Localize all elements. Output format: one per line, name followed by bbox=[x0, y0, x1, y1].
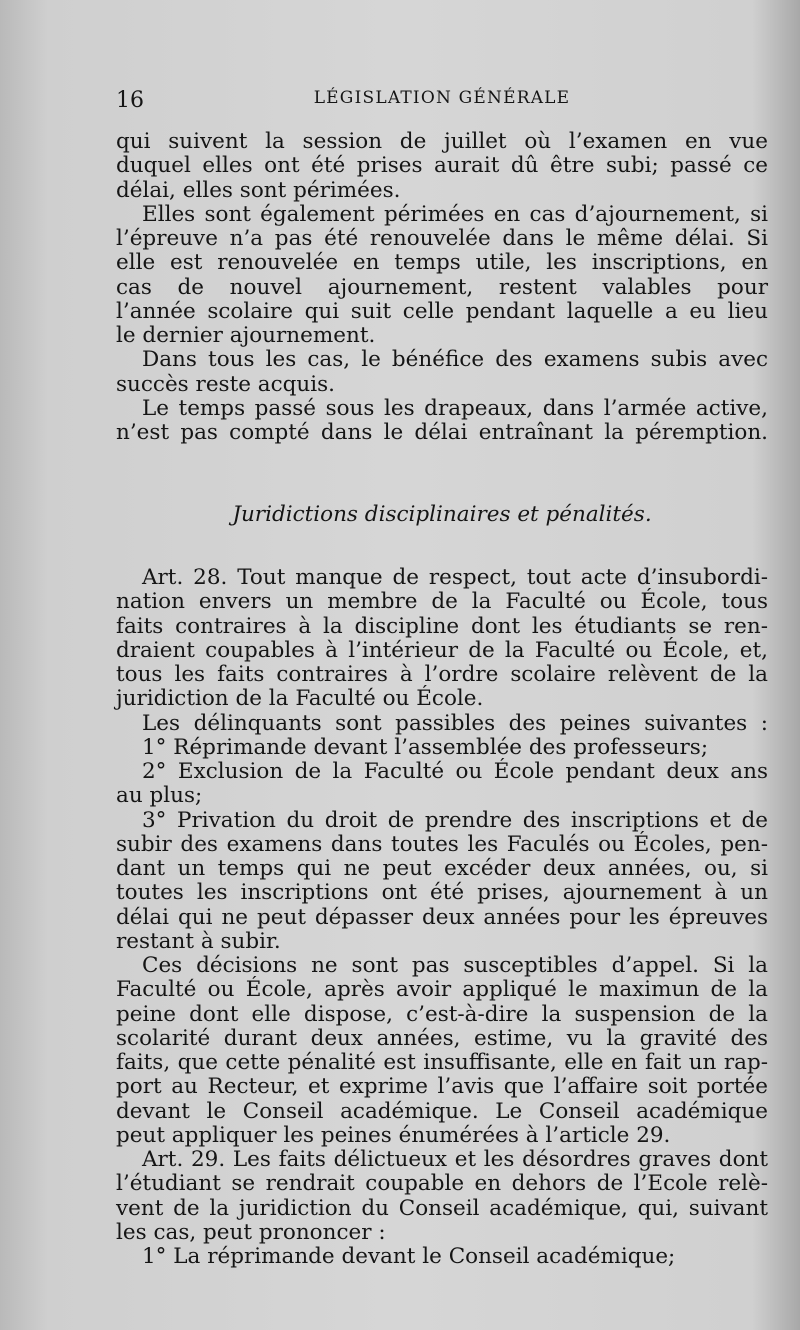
text-line: n’est pas compté dans le délai entraînant la péremption. bbox=[116, 420, 768, 445]
text-line: Ces décisions ne sont pas susceptibles d’appel. Si la bbox=[142, 953, 768, 978]
text-line: le dernier ajournement. bbox=[116, 323, 376, 348]
text-block-juridictions bbox=[116, 566, 768, 1269]
text-line: toutes les inscriptions ont été prises, ajournement à un bbox=[116, 880, 768, 906]
text-line: l’épreuve n’a pas été renouvelée dans le même délai. Si bbox=[116, 226, 768, 251]
text-line: succès reste acquis. bbox=[116, 371, 335, 397]
text-line: Faculté ou École, après avoir appliqué le maximun de la bbox=[116, 977, 768, 1003]
text-line: scolarité durant deux années, estime, vu la gravité des bbox=[116, 1025, 768, 1051]
text-line: juridiction de la Faculté ou École. bbox=[116, 686, 484, 712]
text-line: l’étudiant se rendrait coupable en dehors de l’Ecole relè- bbox=[116, 1171, 768, 1197]
text-block-peremption bbox=[116, 130, 768, 445]
text-line: duquel elles ont été prises aurait dû être subi; passé ce bbox=[116, 153, 768, 179]
text-line: cas de nouvel ajournement, restent valables pour bbox=[116, 274, 768, 300]
text-line: restant à subir. bbox=[116, 928, 281, 954]
text-line: 1° Réprimande devant l’assemblée des professeurs; bbox=[142, 734, 709, 760]
text-line: l’année scolaire qui suit celle pendant laquelle a eu lieu bbox=[116, 298, 768, 324]
page-header bbox=[116, 88, 768, 118]
text-line: 1° La réprimande devant le Conseil académique; bbox=[142, 1244, 676, 1269]
text-line: draient coupables à l’intérieur de la Faculté ou École, et, bbox=[116, 637, 768, 663]
text-line: tous les faits contraires à l’ordre scolaire relèvent de la bbox=[116, 662, 768, 687]
text-line: délai, elles sont périmées. bbox=[116, 177, 401, 203]
text-line: devant le Conseil académique. Le Conseil académique bbox=[116, 1098, 768, 1124]
text-line: vent de la juridiction du Conseil académique, qui, suivant bbox=[116, 1195, 768, 1221]
text-line: nation envers un membre de la Faculté ou École, tous bbox=[116, 589, 768, 615]
running-head: LÉGISLATION GÉNÉRALE bbox=[313, 88, 571, 108]
text-line: au plus; bbox=[116, 783, 203, 809]
text-line: dant un temps qui ne peut excéder deux années, ou, si bbox=[116, 856, 768, 881]
text-line: elle est renouvelée en temps utile, les inscriptions, en bbox=[116, 250, 768, 276]
text-line: Dans tous les cas, le bénéfice des examens subis avec bbox=[142, 347, 768, 373]
text-line: Art. 28. Tout manque de respect, tout acte d’insubordi- bbox=[142, 565, 768, 590]
text-line: les cas, peut prononcer : bbox=[116, 1219, 386, 1245]
text-line: peine dont elle dispose, c’est-à-dire la suspension de la bbox=[116, 1001, 768, 1027]
text-line: peut appliquer les peines énumérées à l’article 29. bbox=[116, 1122, 671, 1148]
text-line: Le temps passé sous les drapeaux, dans l’armée active, bbox=[142, 395, 768, 421]
text-line: Art. 29. Les faits délictueux et les désordres graves dont bbox=[142, 1147, 768, 1172]
text-line: faits, que cette pénalité est insuffisante, elle en fait un rap- bbox=[116, 1050, 768, 1075]
text-line: port au Recteur, et exprime l’avis que l’affaire soit portée bbox=[116, 1074, 768, 1100]
text-line: qui suivent la session de juillet où l’examen en vue bbox=[116, 129, 768, 154]
text-line: faits contraires à la discipline dont les étudiants se ren- bbox=[116, 613, 768, 639]
text-line: 3° Privation du droit de prendre des inscriptions et de bbox=[142, 807, 768, 833]
text-line: subir des examens dans toutes les Faculés ou Écoles, pen- bbox=[116, 831, 768, 857]
text-line: Elles sont également périmées en cas d’ajournement, si bbox=[142, 201, 768, 227]
text-line: 2° Exclusion de la Faculté ou École pendant deux ans bbox=[142, 759, 768, 784]
page-number: 16 bbox=[116, 88, 144, 113]
section-title: Juridictions disciplinaires et pénalités. bbox=[232, 502, 652, 527]
text-line: délai qui ne peut dépasser deux années pour les épreuves bbox=[116, 904, 768, 930]
text-line: Les délinquants sont passibles des peines suivantes : bbox=[142, 710, 768, 736]
